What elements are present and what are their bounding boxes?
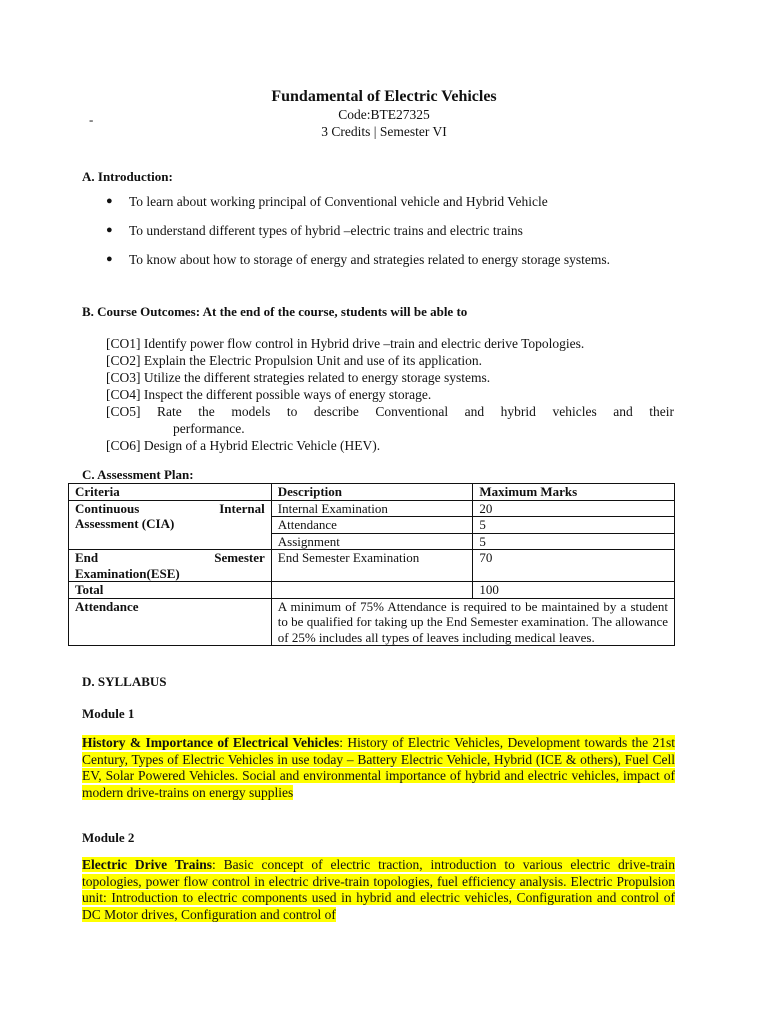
ese-label-part: Semester	[214, 550, 265, 565]
table-row	[69, 598, 675, 646]
cia-criteria-cell	[69, 500, 272, 550]
module-2-topic: Electric Drive Trains	[82, 857, 212, 872]
introduction-list	[106, 191, 666, 278]
cia-label-part: Continuous	[75, 500, 140, 516]
module-2-title: Module 2	[82, 830, 135, 845]
ese-label-part: End	[75, 550, 99, 565]
table-cell: 100	[473, 582, 675, 599]
syllabus-heading: D. SYLLABUS	[82, 674, 167, 689]
course-outcomes-list	[106, 335, 674, 454]
list-item: [CO4] Inspect the different possible ways of energy storage.	[106, 387, 432, 402]
table-cell: Attendance	[271, 517, 473, 534]
header-cell: Criteria	[69, 484, 272, 501]
table-cell: Attendance	[69, 598, 272, 646]
table-cell: 70	[473, 550, 675, 582]
table-cell: 20	[473, 500, 675, 517]
cia-label-part: Assessment (CIA)	[75, 516, 175, 531]
assessment-table	[68, 483, 675, 646]
list-item: [CO3] Utilize the different strategies related to energy storage systems.	[106, 370, 491, 385]
attendance-description: A minimum of 75% Attendance is required to be maintained by a student to be qualified for taking up the End Semester examination. The allowance of 25% includes all types of leaves including medical leaves.	[271, 598, 674, 646]
table-cell	[271, 582, 473, 599]
table-cell: Internal Examination	[271, 500, 473, 517]
header-cell: Description	[271, 484, 473, 501]
table-cell: Total	[69, 582, 272, 599]
list-item: ● To know about how to storage of energy and strategies related to energy storage systems.	[106, 249, 666, 270]
course-credits: 3 Credits | Semester VI	[321, 124, 447, 139]
course-title: Fundamental of Electric Vehicles	[271, 88, 497, 105]
list-item: [CO5] Rate the models to describe Conventional and hybrid vehicles and their	[106, 404, 674, 419]
table-cell: End Semester Examination	[271, 550, 473, 582]
course-code: Code:BTE27325	[338, 107, 430, 122]
list-item-continuation: performance.	[173, 421, 245, 436]
module-2-content	[82, 857, 675, 923]
table-row	[69, 582, 675, 599]
list-item: [CO2] Explain the Electric Propulsion Unit and use of its application.	[106, 353, 483, 368]
introduction-heading: A. Introduction:	[82, 169, 173, 184]
module-1-topic: History & Importance of Electrical Vehicles	[82, 735, 340, 750]
list-item: ● To understand different types of hybrid –electric trains and electric trains	[106, 220, 666, 241]
assessment-heading: C. Assessment Plan:	[82, 467, 194, 482]
module-1-title: Module 1	[82, 706, 135, 721]
table-cell: Assignment	[271, 533, 473, 550]
stray-dash: -	[89, 112, 94, 127]
list-item: [CO1] Identify power flow control in Hybrid drive –train and electric derive Topologies.	[106, 336, 585, 351]
module-1-content	[82, 735, 675, 801]
list-item: ● To learn about working principal of Conventional vehicle and Hybrid Vehicle	[106, 191, 666, 212]
table-row	[69, 550, 675, 582]
module-1-highlight	[82, 735, 675, 800]
ese-criteria-cell	[69, 550, 272, 582]
table-header-row	[69, 484, 675, 501]
module-2-text: : Basic concept of electric traction, introduction to various electric drive-train topologies, power flow control in electric drive-train topologies, fuel efficiency analysis. Electric Propulsion unit: Introduction to electric components used in hybrid and electric vehicles, Configuration and control of DC Motor drives, Configuration and control of	[82, 857, 675, 922]
module-1-text: : History of Electric Vehicles, Development towards the 21st Century, Types of Electric Vehicles in use today – Battery Electric Vehicle, Hybrid (ICE & others), Fuel Cell EV, Solar Powered Vehicles. Social and environmental importance of hybrid and electric vehicles, impact of modern drive-trains on energy supplies	[82, 735, 676, 800]
course-outcomes-heading: B. Course Outcomes: At the end of the course, students will be able to	[82, 304, 468, 319]
table-cell: 5	[473, 517, 675, 534]
module-2-highlight	[82, 857, 675, 922]
cia-label-part: Internal	[219, 500, 265, 516]
list-item: [CO6] Design of a Hybrid Electric Vehicle (HEV).	[106, 438, 381, 453]
header-cell: Maximum Marks	[473, 484, 675, 501]
ese-label-part: Examination(ESE)	[75, 565, 180, 581]
table-row	[69, 500, 675, 517]
table-cell: 5	[473, 533, 675, 550]
